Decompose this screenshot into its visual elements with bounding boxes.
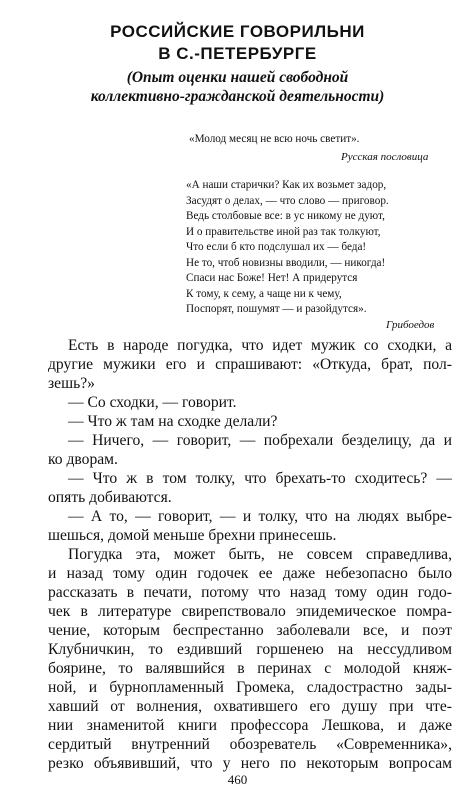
subtitle-line-1: (Опыт оценки нашей свободной bbox=[126, 69, 349, 86]
text-line: нии знаменитой книги профессора Лешкова, и даже bbox=[48, 717, 452, 734]
subtitle-line-2: коллективно-гражданской деятельности) bbox=[90, 88, 385, 105]
verse-line: Поспорят, пошумят — и разойдутся». bbox=[186, 303, 367, 315]
verse-line: И о правительстве иной раз так толкуют, bbox=[186, 225, 381, 238]
verse-line: Что если б кто подслушал их — беда! bbox=[186, 241, 367, 253]
epigraph-proverb-source: Русская пословица bbox=[341, 151, 429, 163]
text-line: и назад тому один годочек ее даже небезопасно было bbox=[48, 565, 452, 582]
text-line: чение, которым беспрестанно заболевали все, и поэт bbox=[48, 622, 452, 639]
text-line: опять добиваются. bbox=[48, 489, 172, 506]
text-line: Погудка эта, может быть, не совсем справедлива, bbox=[68, 546, 452, 563]
epigraph-proverb: «Молод месяц не всю ночь светит». bbox=[189, 133, 360, 145]
text-line: зешь?» bbox=[48, 375, 95, 392]
text-line: рассказать в печати, потому что назад тому один годо- bbox=[48, 584, 452, 601]
text-line: чек в литературе свирепствовало эпидемическое помра- bbox=[48, 603, 452, 620]
text-line: — Что ж там на сходке делали? bbox=[68, 413, 278, 430]
text-line: — Что ж в том толку, что брехать-то сходитесь? — bbox=[68, 470, 452, 487]
text-line: боярине, то валявшийся в перинах с молодой княж- bbox=[48, 660, 452, 677]
verse-line: Ведь столбовые все: в ус никому не дуют, bbox=[186, 210, 385, 222]
verse-line: Засудят о делах, — что слово — приговор. bbox=[186, 194, 389, 207]
verse-line: К тому, к сему, а чаще ни к чему, bbox=[186, 287, 342, 300]
epigraph-verse-source: Грибоедов bbox=[386, 319, 435, 331]
text-line: хавший от волнения, охватившего его душу при чте- bbox=[48, 698, 452, 715]
text-line: — А то, — говорит, — и толку, что на людях выбре- bbox=[68, 508, 452, 525]
verse-line: «А наши старички? Как их возьмет задор, bbox=[186, 179, 387, 191]
text-line: Клубничкин, то ездивший горшенею на нессудливом bbox=[48, 641, 452, 658]
verse-line: Спаси нас Боже! Нет! А придерутся bbox=[186, 272, 358, 284]
text-line: шешься, домой меньше брехни принесешь. bbox=[48, 527, 337, 544]
text-line: резко объявивший, что у него по некоторым вопросам bbox=[48, 755, 452, 772]
chapter-title-line-2: В С.-ПЕТЕРБУРГЕ bbox=[158, 44, 317, 63]
text-line: — Со сходки, — говорит. bbox=[68, 394, 237, 411]
text-line: ко дворам. bbox=[48, 451, 118, 468]
text-line: — Ничего, — говорит, — побрехали безделицу, да и bbox=[68, 432, 452, 449]
verse-line: Не то, чтоб новизны вводили, — никогда! bbox=[186, 256, 386, 269]
chapter-title-line-1: РОССИЙСКИЕ ГОВОРИЛЬНИ bbox=[110, 22, 365, 41]
page-number: 460 bbox=[227, 772, 248, 787]
text-line: сердитый внутренний обозреватель «Современника», bbox=[48, 736, 452, 753]
text-line: ной, и бурнопламенный Громека, сладострастно зады- bbox=[48, 679, 452, 696]
text-line: Есть в народе погудка, что идет мужик со сходки, а bbox=[68, 337, 452, 354]
text-line: другие мужики его и спрашивают: «Откуда, брат, пол- bbox=[48, 356, 452, 373]
